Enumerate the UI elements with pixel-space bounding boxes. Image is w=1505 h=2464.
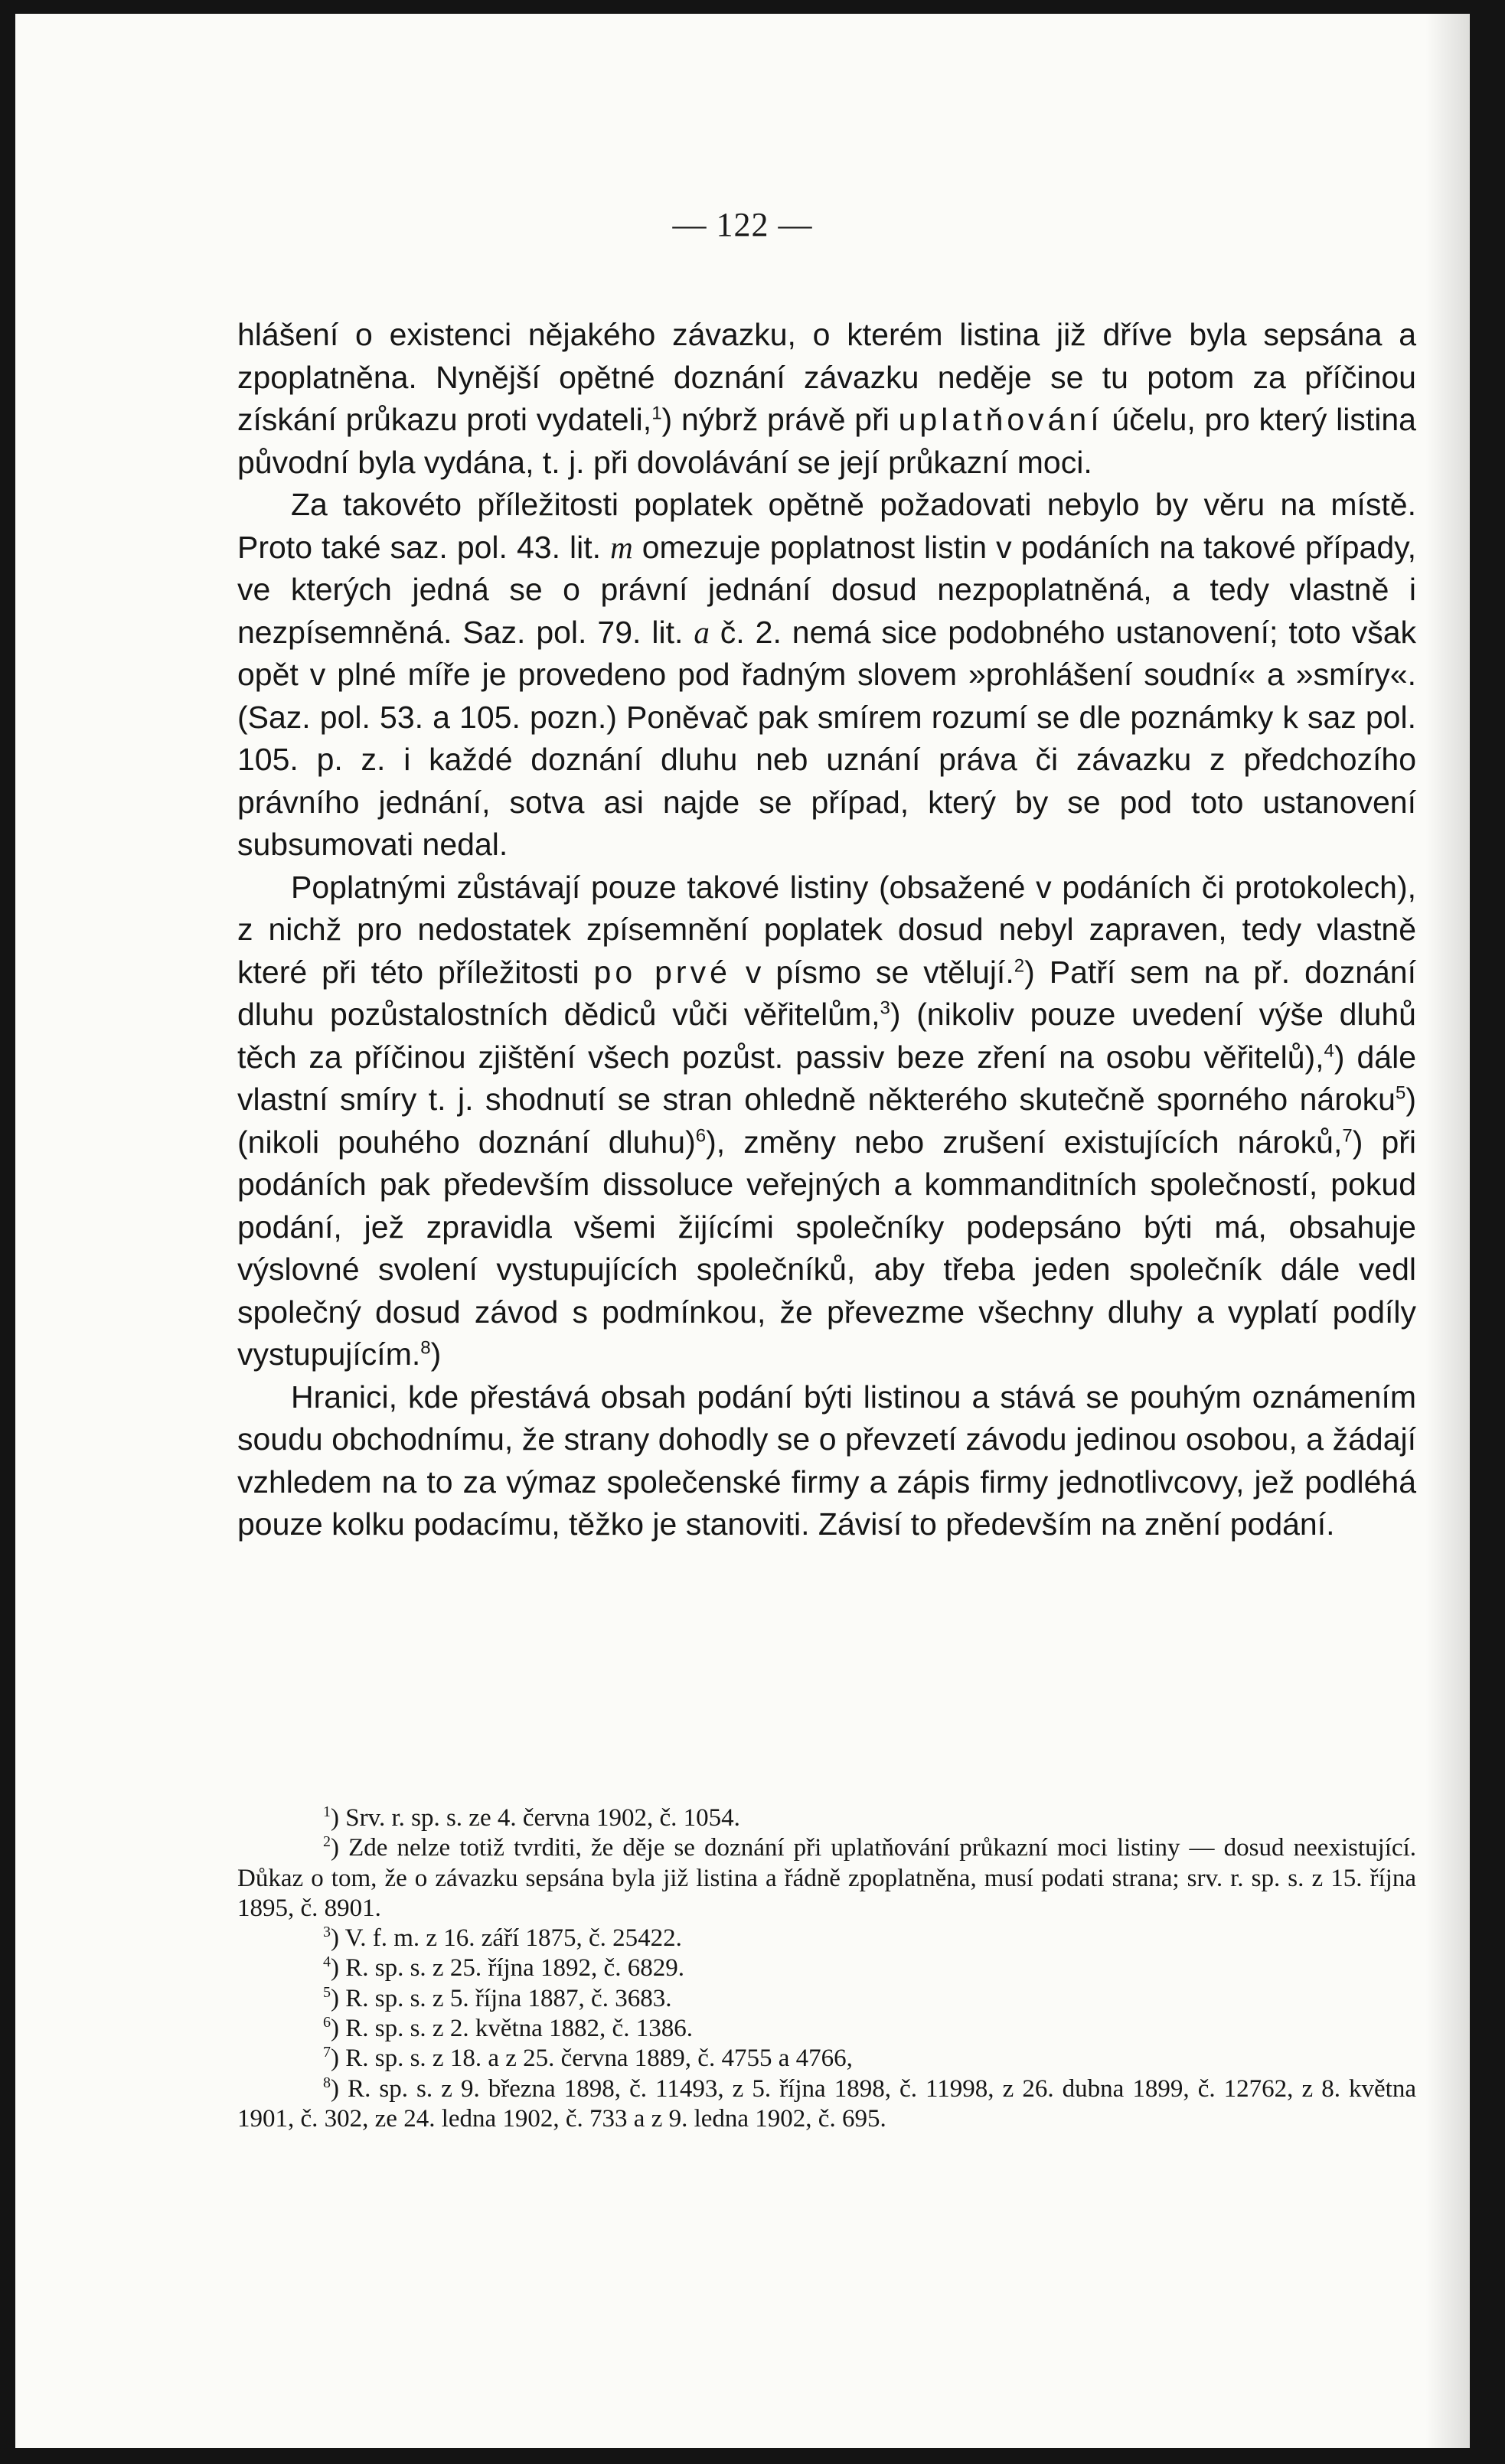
text-run: ) při podáních pak především dissoluce veřejných a kommanditních společností, pokud podání, jež zpravidla všemi žijícími společníky podepsáno býti má, obsahuje výslovné svolení vystupujících společníků, aby třeba jeden společník dále vedl společný dosud závod s podmínkou, že převezme všechny dluhy a vyplatí podíly vystupujícím. xyxy=(237,1124,1417,1372)
footnote-reference: 2 xyxy=(1014,955,1025,976)
footnote-number: 8 xyxy=(323,2074,331,2091)
paragraph xyxy=(237,1376,1416,1546)
footnote-text: ) R. sp. s. z 18. a z 25. června 1889, č. 4755 a 4766, xyxy=(331,2045,853,2073)
text-run: omezuje poplatnost listin v podáních na takové případy, ve kterých jedná se o právní jednání dosud nezpoplatněná, a tedy vlastně i nezpísemněná. Saz. pol. 79. lit. xyxy=(237,529,1416,650)
footnote-reference: 7 xyxy=(1342,1124,1353,1146)
footnote-reference: 1 xyxy=(651,403,662,424)
footnote-text: ) R. sp. s. z 9. března 1898, č. 11493, z 5. října 1898, č. 11998, z 26. dubna 1899, č. 12762, z 8. května 1901, č. 302, ze 24. ledna 1902, č. 733 a z 9. ledna 1902, č. 695. xyxy=(237,2074,1416,2133)
footnote-number: 2 xyxy=(323,1833,331,1851)
spaced-emphasis: uplatňování xyxy=(898,402,1103,437)
spaced-emphasis: po prvé xyxy=(593,954,731,990)
footnote-text: ) R. sp. s. z 5. října 1887, č. 3683. xyxy=(331,1984,672,2012)
footnote xyxy=(237,2014,1416,2044)
footnote xyxy=(237,1984,1416,2014)
footnote-number: 1 xyxy=(323,1803,331,1820)
text-run: Hranici, kde přestává obsah podání býti listinou a stává se pouhým oznámením soudu obchodnímu, že strany dohodly se o převzetí závodu jedinou osobou, a žádají vzhledem na to za výmaz společenské firmy a zápis firmy jednotlivcovy, jež podléhá pouze kolku podacímu, těžko je stanoviti. Závisí to především na znění podání. xyxy=(237,1379,1416,1542)
paragraph xyxy=(237,866,1416,1376)
footnote xyxy=(237,2044,1416,2074)
footnote-reference: 6 xyxy=(695,1124,707,1146)
footnote-text: ) V. f. m. z 16. září 1875, č. 25422. xyxy=(331,1924,682,1953)
footnote xyxy=(237,1953,1416,1983)
text-run: účelu, pro který listina původní byla vydána, t. j. při dovolávání se její průkazní moci. xyxy=(237,402,1416,480)
italic-letter: m xyxy=(610,529,633,565)
scanned-page xyxy=(15,14,1470,2448)
footnotes xyxy=(237,1803,1416,2134)
text-run: Za takovéto příležitosti poplatek opětně požadovati nebylo by věru na místě. Proto také saz. pol. 43. lit. xyxy=(237,487,1416,565)
text-run: ) xyxy=(430,1336,442,1372)
footnote xyxy=(237,1924,1416,1953)
text-run: ) Patří sem na př. doznání dluhu pozůstalostních dědiců vůči věřitelům, xyxy=(237,954,1416,1032)
text-run: ) (nikoli pouhého doznání dluhu) xyxy=(237,1082,1416,1160)
footnote xyxy=(237,2074,1416,2135)
italic-letter: a xyxy=(694,614,710,650)
footnote xyxy=(237,1803,1416,1833)
text-run: ) dále vlastní smíry t. j. shodnutí se stran ohledně některého skutečně sporného nároku xyxy=(237,1039,1417,1117)
footnote-text: ) Srv. r. sp. s. ze 4. června 1902, č. 1054. xyxy=(331,1804,740,1832)
footnote-number: 4 xyxy=(323,1953,331,1971)
footnote-number: 5 xyxy=(323,1983,331,2001)
paragraph xyxy=(237,314,1416,484)
footnote-text: ) R. sp. s. z 25. října 1892, č. 6829. xyxy=(331,1954,684,1983)
paragraph xyxy=(237,484,1416,866)
page-edge-shadow xyxy=(1425,14,1470,2448)
text-run: hlášení o existenci nějakého závazku, o kterém listina již dříve byla sepsána a zpoplatněna. Nynější opětné doznání závazku neděje se tu potom za příčinou získání průkazu proti vydateli, xyxy=(237,317,1416,437)
footnote-reference: 4 xyxy=(1324,1039,1334,1061)
footnote-text: ) R. sp. s. z 2. května 1882, č. 1386. xyxy=(331,2015,693,2043)
footnote-text: ) Zde nelze totiž tvrditi, že děje se doznání při uplatňování průkazní moci listiny — dosud neexistující. Důkaz o tom, že o závazku sepsána byla již listina a řádně zpoplatněna, musí podati strana; srv. r. sp. s. z 15. října 1895, č. 8901. xyxy=(237,1834,1416,1922)
text-run: ) (nikoliv pouze uvedení výše dluhů těch za příčinou zjištění všech pozůst. passiv beze zření na osobu věřitelů), xyxy=(237,997,1416,1075)
text-run: č. 2. nemá sice podobného ustanovení; toto však opět v plné míře je provedeno pod řadným slovem »prohlášení soudní« a »smíry«. (Saz. pol. 53. a 105. pozn.) Poněvač pak smírem rozumí se dle poznámky k saz pol. 105. p. z. i každé doznání dluhu neb uznání práva či závazku z předchozího právního jednání, sotva asi najde se případ, který by se pod toto ustanovení subsumovati nedal. xyxy=(237,614,1416,862)
footnote xyxy=(237,1833,1416,1924)
page-number: — 122 — xyxy=(672,206,813,243)
footnote-number: 7 xyxy=(323,2044,331,2061)
footnote-number: 3 xyxy=(323,1924,331,1941)
text-run: ) nýbrž právě při xyxy=(661,402,899,437)
text-run: ), změny nebo zrušení existujících nároků, xyxy=(706,1124,1343,1160)
footnote-reference: 8 xyxy=(420,1337,431,1359)
footnote-reference: 3 xyxy=(880,997,890,1019)
footnote-reference: 5 xyxy=(1395,1082,1406,1104)
text-run: v písmo se vtělují. xyxy=(730,954,1014,990)
body-text xyxy=(237,314,1416,1546)
text-run: Poplatnými zůstávají pouze takové listiny (obsažené v podáních či protokolech), z nichž pro nedostatek zpísemnění poplatek dosud nebyl zapraven, tedy vlastně které při této příležitosti xyxy=(237,869,1416,990)
footnote-number: 6 xyxy=(323,2014,331,2032)
